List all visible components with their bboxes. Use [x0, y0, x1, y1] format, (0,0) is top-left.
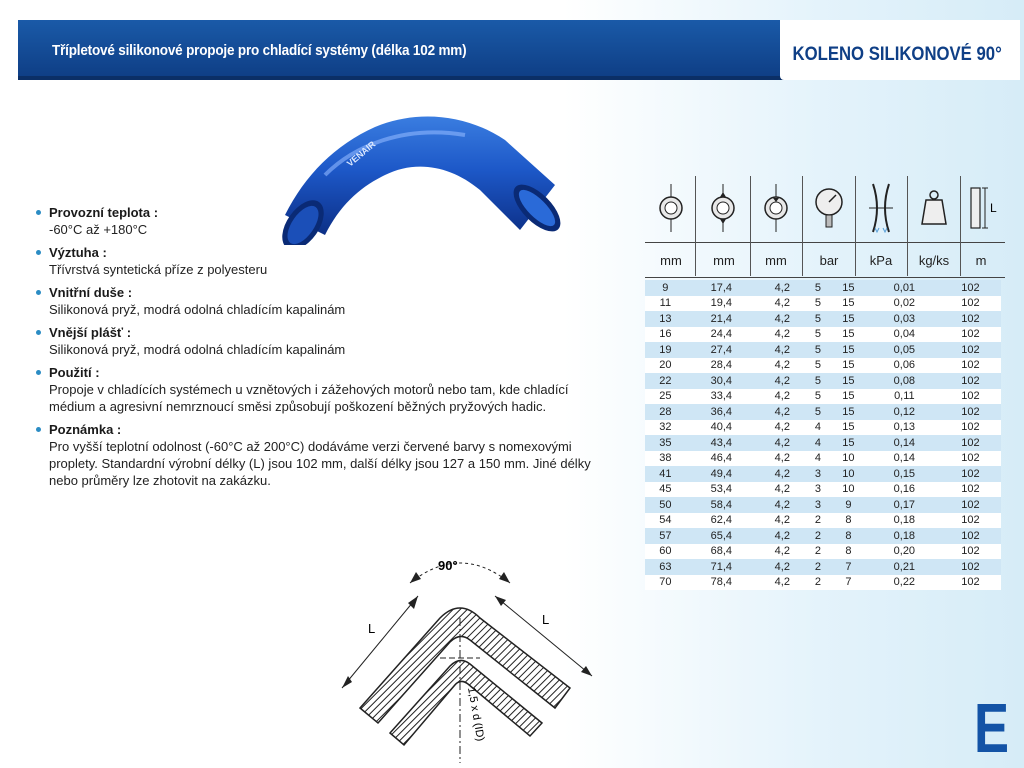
table-cell: 5 [808, 404, 828, 420]
table-cell: 102 [940, 544, 1001, 560]
table-cell: 68,4 [686, 544, 757, 560]
dim-L-left: L [368, 621, 376, 636]
pressure-gauge-icon [809, 180, 849, 236]
table-body [645, 280, 1001, 590]
table-cell: 0,14 [869, 435, 940, 451]
spec-item [36, 244, 616, 278]
spec-label: Poznámka : [49, 422, 122, 437]
spec-label: Použití : [49, 365, 100, 380]
table-cell: 28 [645, 404, 686, 420]
spec-table [645, 176, 1005, 590]
table-cell: 102 [940, 435, 1001, 451]
table-cell: 102 [940, 420, 1001, 436]
table-cell: 53,4 [686, 482, 757, 498]
spec-label: Výztuha : [49, 245, 107, 260]
spec-text: Silikonová pryž, modrá odolná chladícím kapalinám [49, 342, 346, 357]
table-cell: 4,2 [757, 373, 808, 389]
table-cell: 102 [940, 327, 1001, 343]
table-cell: 22 [645, 373, 686, 389]
table-cell: 65,4 [686, 528, 757, 544]
table-cell: 102 [940, 373, 1001, 389]
table-cell: 4,2 [757, 358, 808, 374]
table-cell: 15 [828, 327, 869, 343]
table-cell: 15 [828, 342, 869, 358]
table-cell: 0,06 [869, 358, 940, 374]
table-row [645, 373, 1001, 389]
unit-label: kg/ks [918, 253, 950, 268]
table-cell: 9 [645, 280, 686, 296]
table-cell: 0,17 [869, 497, 940, 513]
table-cell: 41 [645, 466, 686, 482]
table-cell: 20 [645, 358, 686, 374]
table-cell: 16 [645, 327, 686, 343]
table-cell: 15 [828, 404, 869, 420]
spec-text: -60°C až +180°C [49, 222, 148, 237]
table-cell: 2 [808, 528, 828, 544]
weight-icon [914, 180, 954, 236]
table-cell: 0,22 [869, 575, 940, 591]
table-row [645, 466, 1001, 482]
inner-diameter-icon [651, 180, 691, 236]
table-row [645, 327, 1001, 343]
table-cell: 102 [940, 404, 1001, 420]
dim-radius: 1,5 x d (ID) [465, 686, 487, 743]
table-cell: 0,18 [869, 528, 940, 544]
outer-diameter-icon [703, 180, 743, 236]
spec-label: Vnější plášť : [49, 325, 132, 340]
table-cell: 38 [645, 451, 686, 467]
table-cell: 19,4 [686, 296, 757, 312]
table-cell: 46,4 [686, 451, 757, 467]
table-cell: 45 [645, 482, 686, 498]
table-cell: 4,2 [757, 311, 808, 327]
table-cell: 57 [645, 528, 686, 544]
spec-item [36, 364, 616, 415]
table-row [645, 404, 1001, 420]
table-cell: 102 [940, 451, 1001, 467]
table-cell: 10 [828, 451, 869, 467]
table-cell: 8 [828, 544, 869, 560]
table-cell: 9 [828, 497, 869, 513]
table-cell: 0,21 [869, 559, 940, 575]
bullet-icon [36, 370, 41, 375]
table-cell: 102 [940, 528, 1001, 544]
table-cell: 4,2 [757, 559, 808, 575]
table-cell: 15 [828, 296, 869, 312]
table-cell: 5 [808, 358, 828, 374]
spec-item [36, 284, 616, 318]
table-cell: 4 [808, 435, 828, 451]
unit-label: mm [660, 253, 682, 268]
table-row [645, 451, 1001, 467]
spec-item [36, 204, 616, 238]
dim-angle: 90° [438, 558, 458, 573]
table-row [645, 358, 1001, 374]
table-cell: 0,13 [869, 420, 940, 436]
table-row [645, 342, 1001, 358]
table-row [645, 311, 1001, 327]
table-cell: 4,2 [757, 466, 808, 482]
unit-label: bar [819, 253, 839, 268]
table-cell: 43,4 [686, 435, 757, 451]
bullet-icon [36, 427, 41, 432]
section-letter: E [974, 689, 1010, 767]
bullet-icon [36, 330, 41, 335]
table-row [645, 435, 1001, 451]
table-cell: 5 [808, 311, 828, 327]
unit-label: mm [765, 253, 787, 268]
page-title: Třípletové silikonové propoje pro chladící systémy (délka 102 mm) [52, 42, 467, 59]
table-cell: 0,08 [869, 373, 940, 389]
table-cell: 15 [828, 358, 869, 374]
table-cell: 3 [808, 482, 828, 498]
table-cell: 30,4 [686, 373, 757, 389]
table-cell: 8 [828, 513, 869, 529]
table-cell: 4,2 [757, 575, 808, 591]
table-cell: 3 [808, 466, 828, 482]
table-cell: 21,4 [686, 311, 757, 327]
table-cell: 0,04 [869, 327, 940, 343]
spec-item [36, 324, 616, 358]
table-cell: 54 [645, 513, 686, 529]
table-cell: 0,05 [869, 342, 940, 358]
table-cell: 4,2 [757, 451, 808, 467]
table-cell: 8 [828, 528, 869, 544]
table-cell: 102 [940, 342, 1001, 358]
table-row [645, 528, 1001, 544]
table-cell: 19 [645, 342, 686, 358]
table-cell: 28,4 [686, 358, 757, 374]
table-cell: 4,2 [757, 342, 808, 358]
brand-logo: VENAIR [344, 139, 378, 169]
spec-text: Silikonová pryž, modrá odolná chladícím kapalinám [49, 302, 346, 317]
table-cell: 7 [828, 575, 869, 591]
table-cell: 102 [940, 296, 1001, 312]
table-cell: 10 [828, 466, 869, 482]
table-cell: 0,15 [869, 466, 940, 482]
table-cell: 102 [940, 575, 1001, 591]
table-cell: 58,4 [686, 497, 757, 513]
table-cell: 4,2 [757, 404, 808, 420]
table-cell: 102 [940, 482, 1001, 498]
table-icon-row [645, 176, 1005, 243]
table-cell: 4,2 [757, 280, 808, 296]
bullet-icon [36, 250, 41, 255]
table-cell: 11 [645, 296, 686, 312]
table-row [645, 513, 1001, 529]
table-cell: 3 [808, 497, 828, 513]
table-cell: 4,2 [757, 544, 808, 560]
dim-L-right: L [542, 612, 550, 627]
table-cell: 5 [808, 342, 828, 358]
table-cell: 15 [828, 389, 869, 405]
table-unit-row [645, 243, 1005, 278]
table-cell: 40,4 [686, 420, 757, 436]
table-cell: 13 [645, 311, 686, 327]
table-row [645, 296, 1001, 312]
table-cell: 4,2 [757, 296, 808, 312]
table-cell: 0,20 [869, 544, 940, 560]
table-cell: 63 [645, 559, 686, 575]
header-bar [18, 20, 1020, 80]
table-cell: 15 [828, 311, 869, 327]
unit-label: mm [713, 253, 735, 268]
table-cell: 36,4 [686, 404, 757, 420]
length-icon [963, 180, 1003, 236]
bullet-icon [36, 290, 41, 295]
bullet-icon [36, 210, 41, 215]
table-cell: 49,4 [686, 466, 757, 482]
spec-item [36, 421, 616, 489]
elbow-diagram [330, 548, 610, 763]
table-cell: 33,4 [686, 389, 757, 405]
table-cell: 17,4 [686, 280, 757, 296]
table-row [645, 389, 1001, 405]
table-row [645, 420, 1001, 436]
table-cell: 5 [808, 280, 828, 296]
table-cell: 0,01 [869, 280, 940, 296]
table-cell: 4,2 [757, 528, 808, 544]
table-cell: 0,02 [869, 296, 940, 312]
table-cell: 50 [645, 497, 686, 513]
table-cell: 0,03 [869, 311, 940, 327]
table-cell: 7 [828, 559, 869, 575]
table-cell: 2 [808, 513, 828, 529]
table-row [645, 482, 1001, 498]
table-row [645, 559, 1001, 575]
table-cell: 0,14 [869, 451, 940, 467]
table-cell: 4,2 [757, 420, 808, 436]
table-cell: 102 [940, 311, 1001, 327]
product-tab [780, 20, 1020, 80]
spec-text: Pro vyšší teplotní odolnost (-60°C až 200°C) dodáváme verzi červené barvy s nomexovými proplety. Standardní výrobní délky (L) jsou 102 mm, další délky jsou 127 a 150 mm. Jiné délky nebo průměry lze zhotovit na zakázku. [49, 439, 591, 488]
table-cell: 27,4 [686, 342, 757, 358]
table-cell: 0,12 [869, 404, 940, 420]
spec-text: Třívrstvá syntetická příze z polyesteru [49, 262, 268, 277]
table-cell: 2 [808, 559, 828, 575]
table-cell: 4,2 [757, 497, 808, 513]
table-cell: 102 [940, 513, 1001, 529]
table-cell: 10 [828, 482, 869, 498]
table-row [645, 280, 1001, 296]
burst-pressure-icon [861, 180, 901, 236]
table-cell: 5 [808, 327, 828, 343]
table-cell: 62,4 [686, 513, 757, 529]
data-table [645, 280, 1001, 590]
spec-label: Provozní teplota : [49, 205, 159, 220]
table-cell: 60 [645, 544, 686, 560]
table-cell: 4,2 [757, 513, 808, 529]
table-cell: 78,4 [686, 575, 757, 591]
table-cell: 102 [940, 497, 1001, 513]
table-cell: 0,16 [869, 482, 940, 498]
table-cell: 15 [828, 280, 869, 296]
unit-label: kPa [869, 253, 893, 268]
table-cell: 2 [808, 575, 828, 591]
table-cell: 2 [808, 544, 828, 560]
table-cell: 102 [940, 559, 1001, 575]
spec-list [36, 204, 616, 495]
table-cell: 4 [808, 420, 828, 436]
table-cell: 102 [940, 466, 1001, 482]
table-cell: 102 [940, 389, 1001, 405]
table-cell: 4,2 [757, 435, 808, 451]
table-row [645, 544, 1001, 560]
table-cell: 15 [828, 373, 869, 389]
table-cell: 4,2 [757, 389, 808, 405]
table-row [645, 497, 1001, 513]
table-cell: 15 [828, 420, 869, 436]
table-row [645, 575, 1001, 591]
table-cell: 71,4 [686, 559, 757, 575]
table-cell: 5 [808, 389, 828, 405]
table-cell: 102 [940, 358, 1001, 374]
table-cell: 15 [828, 435, 869, 451]
table-cell: 0,18 [869, 513, 940, 529]
table-cell: 35 [645, 435, 686, 451]
table-cell: 24,4 [686, 327, 757, 343]
product-name: KOLENO SILIKONOVÉ 90° [792, 44, 1002, 65]
table-cell: 32 [645, 420, 686, 436]
table-cell: 4,2 [757, 327, 808, 343]
table-cell: 25 [645, 389, 686, 405]
table-cell: 102 [940, 280, 1001, 296]
spec-text: Propoje v chladících systémech u vznětových i zážehových motorů nebo tam, kde chladící médium a agresivní nemrznoucí směsi způsobují poškození běžných pryžových hadic. [49, 382, 569, 414]
table-cell: 70 [645, 575, 686, 591]
table-cell: 0,11 [869, 389, 940, 405]
table-cell: 5 [808, 296, 828, 312]
wall-thickness-icon [756, 180, 796, 236]
spec-label: Vnitřní duše : [49, 285, 133, 300]
table-cell: 5 [808, 373, 828, 389]
svg-text:L: L [990, 201, 997, 215]
table-cell: 4 [808, 451, 828, 467]
table-cell: 4,2 [757, 482, 808, 498]
unit-label: m [975, 253, 987, 268]
